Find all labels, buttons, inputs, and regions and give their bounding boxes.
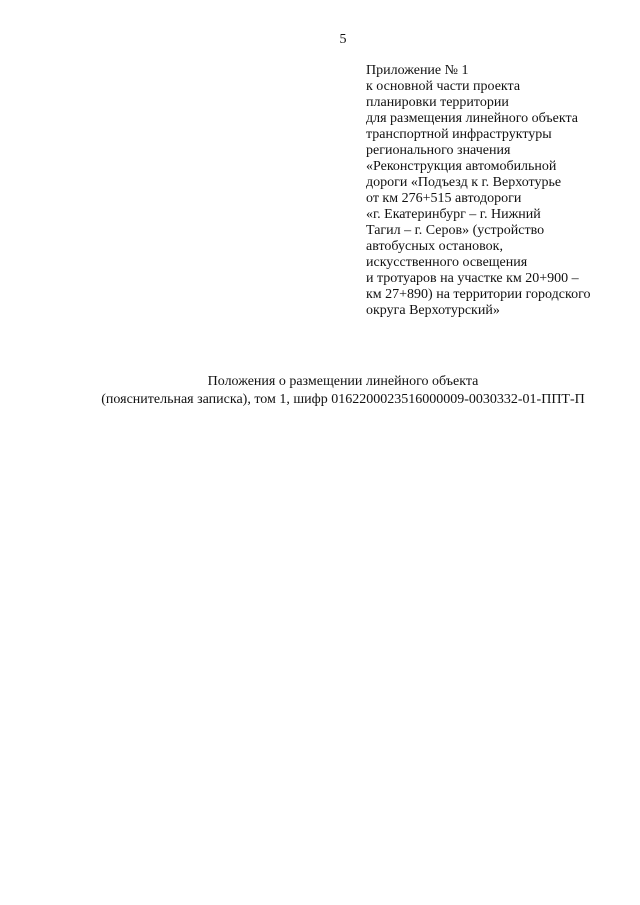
appendix-heading (366, 63, 638, 319)
appendix-line: от км 276+515 автодороги (366, 191, 522, 206)
appendix-line: и тротуаров на участке км 20+900 – (366, 271, 579, 286)
appendix-line: км 27+890) на территории городского (366, 287, 591, 302)
appendix-line: для размещения линейного объекта (366, 111, 578, 126)
appendix-line: транспортной инфраструктуры (366, 127, 552, 142)
title-line-1: Положения о размещении линейного объекта (207, 374, 479, 389)
appendix-line: округа Верхотурский» (366, 303, 500, 318)
appendix-line: «г. Екатеринбург – г. Нижний (366, 207, 541, 222)
appendix-line: Приложение № 1 (366, 63, 469, 78)
appendix-line: «Реконструкция автомобильной (366, 159, 557, 174)
page-number: 5 (339, 32, 347, 47)
appendix-line: Тагил – г. Серов» (устройство (366, 223, 545, 238)
appendix-line: искусственного освещения (366, 255, 528, 270)
appendix-line: дороги «Подъезд к г. Верхотурье (366, 175, 562, 190)
title-line-2: (пояснительная записка), том 1, шифр 0162200023516000009-0030332-01-ППТ-П (101, 392, 585, 407)
appendix-line: регионального значения (366, 143, 511, 158)
appendix-line: к основной части проекта (366, 79, 521, 94)
appendix-line: планировки территории (366, 95, 509, 110)
appendix-line: автобусных остановок, (366, 239, 503, 254)
document-title (0, 373, 640, 409)
